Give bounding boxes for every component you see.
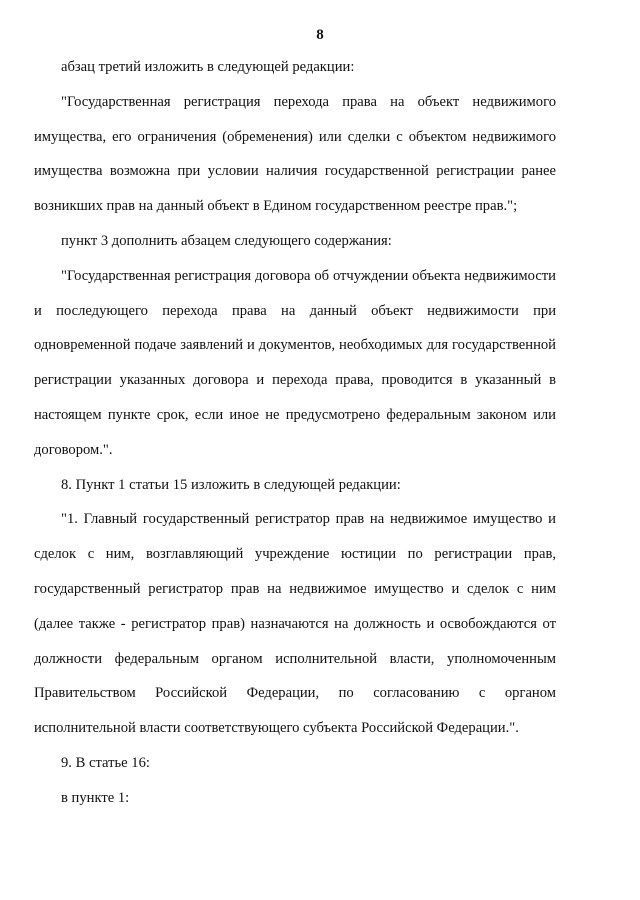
paragraph-quote-1: "Государственная регистрация перехода права на объект недвижимого имущества, его ограничения (обременения) или сделки с объектом недвижимого имущества возможна при условии наличия государственной регистрации ранее возникших прав на данный объект в Едином государственном реестре прав.";	[34, 93, 556, 215]
document-body	[34, 50, 556, 816]
paragraph-item-9: 9. В статье 16:	[61, 754, 150, 771]
paragraph-instruction-2: пункт 3 дополнить абзацем следующего содержания:	[61, 232, 392, 249]
paragraph-quote-2: "Государственная регистрация договора об отчуждении объекта недвижимости и последующего перехода права на данный объект недвижимости при одновременной подаче заявлений и документов, необходимых для государственной регистрации указанных договора и перехода права, проводится в указанный в настоящем пункте срок, если иное не предусмотрено федеральным законом или договором.".	[34, 267, 556, 458]
paragraph-instruction-1: абзац третий изложить в следующей редакции:	[61, 59, 355, 75]
page-number: 8	[316, 27, 324, 43]
paragraph-subitem: в пункте 1:	[61, 789, 130, 806]
paragraph-quote-3: "1. Главный государственный регистратор прав на недвижимое имущество и сделок с ним, возглавляющий учреждение юстиции по регистрации прав, государственный регистратор прав на недвижимое имущество и сделок с ним (далее также - регистратор прав) назначаются на должность и освобождаются от должности федеральным органом исполнительной власти, уполномоченным Правительством Российской Федерации, по согласованию с органом исполнительной власти соответствующего субъекта Российской Федерации.".	[34, 511, 556, 737]
paragraph-item-8: 8. Пункт 1 статьи 15 изложить в следующей редакции:	[61, 476, 401, 493]
